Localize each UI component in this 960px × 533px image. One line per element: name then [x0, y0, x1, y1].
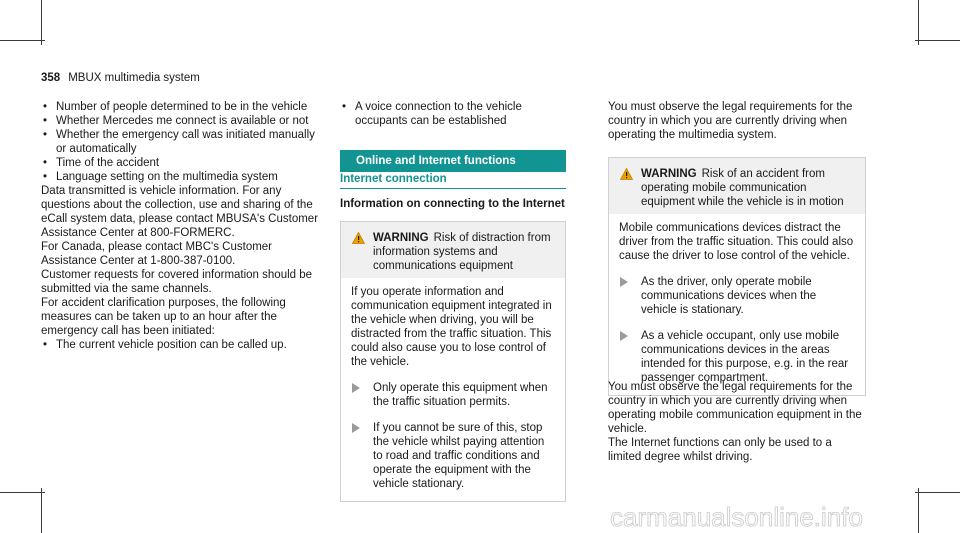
list-item: • The current vehicle position can be called up. — [41, 338, 324, 352]
warning-header — [609, 158, 865, 214]
action-item — [351, 381, 555, 409]
warning-text: Mobile communications devices distract the driver from the traffic situation. This could also cause the driver to lose control of the vehicle. — [619, 222, 854, 262]
warning-header — [341, 222, 565, 278]
warning-body — [341, 278, 565, 501]
bullet-list — [41, 100, 324, 184]
list-item: • A voice connection to the vehicle occupants can be established — [340, 100, 566, 128]
paragraph: Data transmitted is vehicle information. For any questions about the collection, use and sharing of the eCall system data, please contact MBUSA's Customer Assistance Center at 800-FORMERC. — [41, 185, 319, 239]
play-arrow-icon — [620, 277, 628, 287]
column-left — [41, 100, 324, 352]
warning-triangle-icon — [620, 168, 633, 180]
play-arrow-icon — [620, 331, 628, 341]
warning-headline: Risk of distraction from information systems and communications equipment — [373, 232, 551, 272]
paragraph: The Internet functions can only be used to a limited degree whilst driving. — [608, 437, 832, 463]
warning-label: WARNING — [373, 232, 429, 244]
action-item — [351, 421, 555, 491]
list-item: • Language setting on the multimedia system — [41, 170, 324, 184]
action-item — [619, 275, 855, 317]
play-arrow-icon — [352, 383, 360, 393]
subsection-title: Internet connection — [340, 172, 566, 189]
list-item: • Time of the accident — [41, 156, 324, 170]
section-title: Online and Internet functions — [340, 150, 566, 172]
page-title: MBUX multimedia system — [68, 72, 200, 84]
action-text: As the driver, only operate mobile communications devices when the vehicle is stationary. — [641, 276, 817, 316]
bullet-list — [340, 100, 566, 128]
warning-text: If you operate information and communication equipment integrated in the vehicle when driving, you will be distracted from the traffic situation. This could also cause you to lose control of the vehicle. — [351, 286, 552, 368]
list-item: • Whether the emergency call was initiated manually or automatically — [41, 128, 324, 156]
warning-headline: Risk of an accident from operating mobile communication equipment while the vehicle is in motion — [641, 168, 844, 208]
crop-mark — [41, 488, 42, 533]
warning-triangle-icon — [352, 232, 365, 244]
warning-box — [608, 157, 866, 396]
paragraph: You must observe the legal requirements for the country in which you are currently driving when operating mobile communication equipment in the vehicle. — [608, 381, 862, 435]
warning-box — [340, 221, 566, 502]
action-item — [619, 329, 855, 385]
watermark-text: carmanualsonline.info — [610, 502, 863, 532]
crop-mark — [41, 0, 42, 45]
page-number: 358 — [41, 72, 61, 84]
play-arrow-icon — [352, 423, 360, 433]
warning-body — [609, 214, 865, 395]
paragraph: You must observe the legal requirements for the country in which you are currently driving when operating the multimedia system. — [608, 101, 853, 141]
list-item: • Whether Mercedes me connect is available or not — [41, 114, 324, 128]
paragraph: For accident clarification purposes, the following measures can be taken up to an hour after the emergency call has been initiated: — [41, 297, 286, 337]
heading: Information on connecting to the Internet — [340, 198, 565, 210]
paragraph: For Canada, please contact MBC's Customer Assistance Center at 1-800-387-0100. — [41, 241, 273, 267]
list-item: • Number of people determined to be in the vehicle — [41, 100, 324, 114]
action-text: If you cannot be sure of this, stop the vehicle whilst paying attention to road and traffic conditions and operate the equipment with the vehicle stationary. — [373, 422, 545, 490]
crop-mark — [915, 40, 960, 41]
crop-mark — [0, 492, 45, 493]
column-middle — [340, 100, 566, 128]
column-right-bottom — [608, 380, 868, 464]
crop-mark — [0, 40, 45, 41]
action-text: Only operate this equipment when the traffic situation permits. — [373, 382, 548, 408]
paragraph: Customer requests for covered information should be submitted via the same channels. — [41, 269, 313, 295]
crop-mark — [918, 0, 919, 45]
page-header — [41, 72, 200, 84]
crop-mark — [915, 492, 960, 493]
column-right — [608, 100, 868, 142]
bullet-list — [41, 338, 324, 352]
watermark — [600, 500, 920, 533]
warning-label: WARNING — [641, 168, 697, 180]
action-text: As a vehicle occupant, only use mobile communications devices in the areas intended for this purpose, e.g. in the rear passenger compartment. — [641, 330, 849, 384]
